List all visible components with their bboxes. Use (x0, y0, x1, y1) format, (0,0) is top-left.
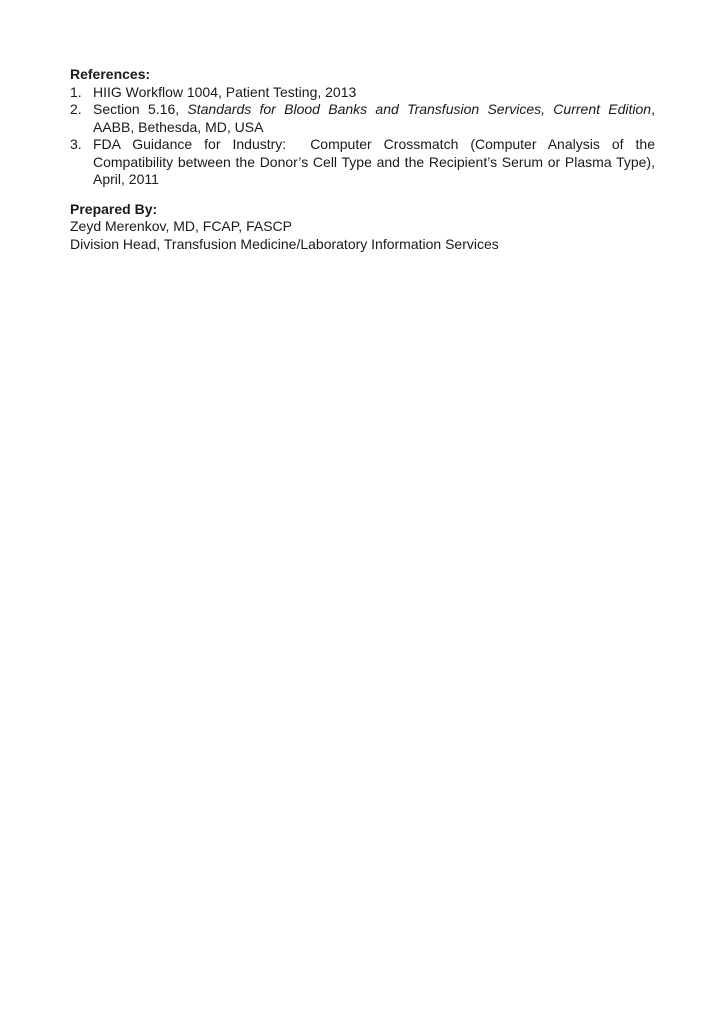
reference-item-2-text (93, 101, 655, 135)
prepared-by-section (70, 201, 655, 254)
reference-item-3 (70, 136, 655, 189)
prepared-by-name: Zeyd Merenkov, MD, FCAP, FASCP (70, 218, 292, 234)
document-content (70, 66, 655, 253)
references-heading: References: (70, 66, 151, 82)
reference-item-2-text-post: , AABB, Bethesda, MD, USA (93, 101, 655, 135)
reference-item-2-text-pre: Section 5.16, (93, 101, 188, 117)
reference-item-1 (70, 84, 655, 102)
reference-item-1-text: HIIG Workflow 1004, Patient Testing, 2013 (93, 83, 357, 100)
references-list (70, 84, 655, 189)
prepared-by-heading: Prepared By: (70, 200, 158, 217)
reference-item-2-number: 2. (70, 101, 82, 117)
reference-item-2-text-italic: Standards for Blood Banks and Transfusion Services, Current Edition (187, 101, 652, 117)
reference-item-1-number: 1. (70, 83, 82, 100)
reference-item-3-text: FDA Guidance for Industry: Computer Crossmatch (Computer Analysis of the Compatibility between the Donor’s Cell Type and the Recipient’s Serum or Plasma Type), April, 2011 (93, 136, 655, 187)
reference-item-2 (70, 101, 655, 136)
prepared-by-title: Division Head, Transfusion Medicine/Laboratory Information Services (70, 235, 499, 252)
reference-item-3-number: 3. (70, 136, 82, 152)
